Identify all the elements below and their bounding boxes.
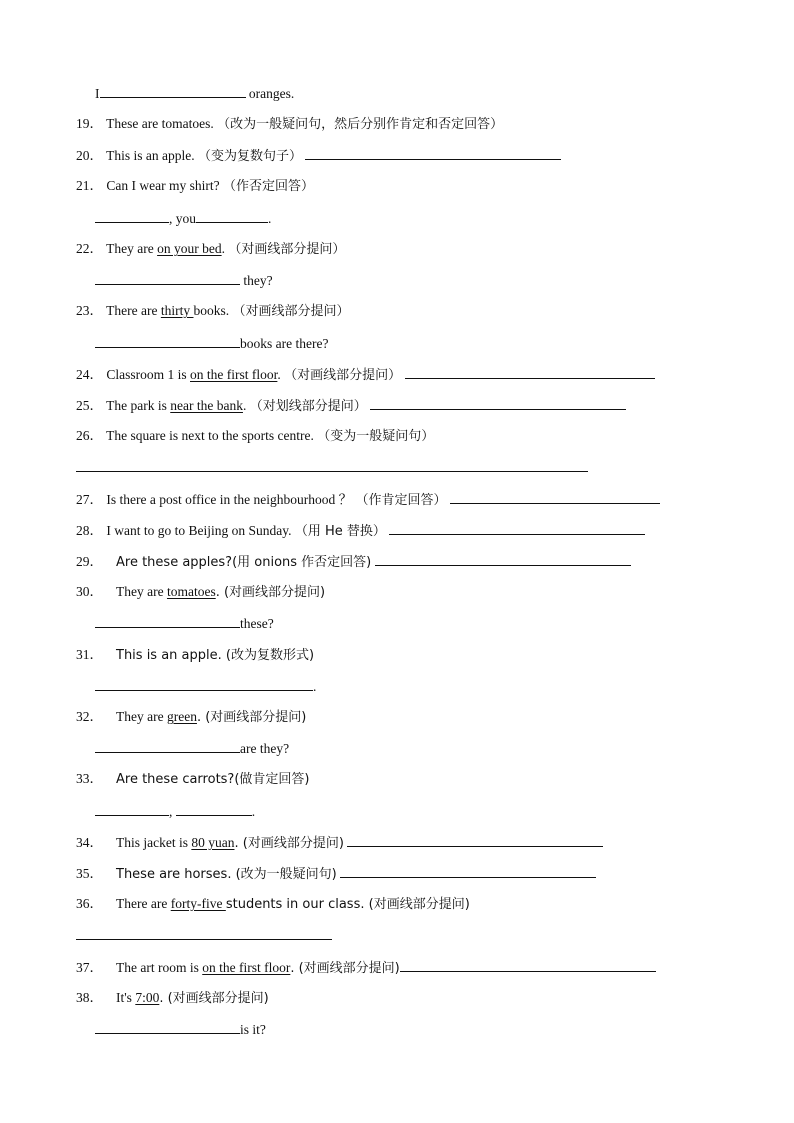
answer-suffix: these? bbox=[240, 616, 274, 631]
question-text: . bbox=[277, 367, 281, 382]
question-22 bbox=[76, 240, 345, 259]
answer-blank[interactable] bbox=[95, 614, 240, 628]
question-text: books. bbox=[193, 303, 230, 318]
question-number: 30． bbox=[76, 584, 103, 599]
underlined-part: near the bank bbox=[170, 398, 243, 413]
answer-text: , you bbox=[169, 211, 196, 226]
answer-blank[interactable] bbox=[196, 209, 268, 223]
question-instruction: （对画线部分提问） bbox=[284, 368, 402, 383]
answer-blank[interactable] bbox=[95, 1020, 240, 1034]
question-27 bbox=[76, 490, 660, 510]
underlined-part: green bbox=[166, 709, 197, 724]
question-instruction: . (对画线部分提问) bbox=[290, 961, 400, 976]
answer-blank[interactable] bbox=[305, 146, 561, 160]
question-30 bbox=[76, 583, 325, 602]
question-instruction: students in our class. (对画线部分提问) bbox=[225, 897, 470, 912]
answer-suffix: is it? bbox=[240, 1022, 266, 1037]
underlined-part: 80 yuan bbox=[191, 835, 235, 850]
question-19 bbox=[76, 115, 503, 134]
question-text: The square is next to the sports centre. bbox=[106, 428, 314, 443]
question-29 bbox=[76, 552, 631, 572]
question-text: It's bbox=[116, 990, 136, 1005]
question-text: Can I wear my shirt? bbox=[106, 178, 220, 193]
question-instruction: （作肯定回答） bbox=[355, 493, 447, 508]
question-text: There are bbox=[106, 303, 161, 318]
question-38 bbox=[76, 989, 269, 1008]
question-instruction: （对画线部分提问） bbox=[228, 242, 346, 257]
question-number: 31． bbox=[76, 647, 103, 662]
question-20 bbox=[76, 146, 561, 166]
underlined-part: on the first floor bbox=[190, 367, 278, 382]
question-text: They are bbox=[106, 241, 158, 256]
question-text: The park is bbox=[106, 398, 171, 413]
answer-blank[interactable] bbox=[95, 802, 169, 816]
answer-blank[interactable] bbox=[76, 926, 332, 940]
answer-blank[interactable] bbox=[370, 396, 626, 410]
answer-blank[interactable] bbox=[340, 864, 596, 878]
answer-blank[interactable] bbox=[347, 833, 603, 847]
answer-blank[interactable] bbox=[95, 677, 313, 691]
underlined-part: thirty bbox=[160, 303, 194, 318]
answer-suffix: . bbox=[313, 679, 317, 694]
question-instruction: （作否定回答） bbox=[222, 179, 314, 194]
underlined-part: on your bed bbox=[157, 241, 222, 256]
answer-suffix: are they? bbox=[240, 741, 290, 756]
answer-prefix: I bbox=[95, 86, 100, 101]
question-instruction: （变为复数句子） bbox=[198, 149, 303, 164]
question-number: 25． bbox=[76, 398, 103, 413]
question-instruction: （用 He 替换） bbox=[294, 524, 386, 539]
answer-blank[interactable] bbox=[100, 84, 246, 98]
question-text: There are bbox=[116, 896, 171, 911]
question-number: 24． bbox=[76, 367, 103, 382]
answer-suffix: . bbox=[268, 211, 272, 226]
underlined-part: tomatoes bbox=[166, 584, 216, 599]
answer-blank[interactable] bbox=[176, 802, 252, 816]
question-number: 20． bbox=[76, 148, 103, 163]
question-text: . bbox=[242, 398, 247, 413]
question-instruction: . (对画线部分提问) bbox=[215, 585, 326, 600]
question-text: This jacket is bbox=[116, 835, 192, 850]
answer-blank[interactable] bbox=[400, 958, 656, 972]
question-33 bbox=[76, 770, 309, 789]
answer-line bbox=[95, 614, 274, 633]
question-34 bbox=[76, 833, 603, 853]
answer-suffix: . bbox=[251, 804, 256, 819]
question-number: 38． bbox=[76, 990, 103, 1005]
underlined-part: forty-five bbox=[170, 896, 226, 911]
question-instruction: . (对画线部分提问) bbox=[196, 710, 307, 725]
answer-blank[interactable] bbox=[76, 458, 588, 472]
question-28 bbox=[76, 521, 645, 541]
question-36 bbox=[76, 895, 470, 914]
question-number: 36． bbox=[76, 896, 103, 911]
answer-line bbox=[95, 677, 316, 696]
question-number: 32． bbox=[76, 709, 103, 724]
question-number: 19． bbox=[76, 116, 103, 131]
question-instruction: （对画线部分提问） bbox=[232, 304, 350, 319]
answer-blank[interactable] bbox=[405, 365, 655, 379]
question-instruction: . (对画线部分提问) bbox=[159, 991, 269, 1006]
question-text: The art room is bbox=[116, 960, 203, 975]
question-number: 28． bbox=[76, 523, 103, 538]
question-number: 23． bbox=[76, 303, 103, 318]
answer-text: , bbox=[169, 804, 173, 819]
question-number: 33． bbox=[76, 771, 103, 786]
question-number: 37． bbox=[76, 960, 103, 975]
question-text: These are tomatoes. bbox=[106, 116, 214, 131]
question-25 bbox=[76, 396, 626, 416]
answer-blank[interactable] bbox=[389, 521, 645, 535]
underlined-part: on the first floor bbox=[202, 960, 291, 975]
question-number: 35． bbox=[76, 866, 103, 881]
question-instruction: . (对画线部分提问) bbox=[234, 836, 344, 851]
question-text: They are bbox=[116, 709, 167, 724]
answer-blank[interactable] bbox=[375, 552, 631, 566]
answer-blank[interactable] bbox=[95, 739, 240, 753]
answer-suffix: books are there? bbox=[240, 336, 329, 351]
answer-line bbox=[95, 271, 273, 290]
answer-suffix: they? bbox=[240, 273, 273, 288]
answer-line bbox=[95, 209, 271, 228]
question-35 bbox=[76, 864, 596, 884]
question-instruction: （变为一般疑问句） bbox=[317, 429, 435, 444]
answer-line bbox=[95, 334, 328, 353]
question-text: This is an apple. (改为复数形式) bbox=[116, 648, 315, 663]
question-text: . bbox=[221, 241, 225, 256]
question-text: Are these carrots?(做肯定回答) bbox=[116, 772, 310, 787]
answer-line bbox=[76, 458, 588, 477]
answer-line bbox=[95, 1020, 266, 1039]
question-37 bbox=[76, 958, 656, 978]
question-number: 27． bbox=[76, 492, 103, 507]
question-number: 29． bbox=[76, 554, 103, 569]
question-32 bbox=[76, 708, 306, 727]
question-text: They are bbox=[116, 584, 167, 599]
answer-blank[interactable] bbox=[95, 271, 240, 285]
answer-blank[interactable] bbox=[95, 334, 240, 348]
question-24 bbox=[76, 365, 655, 385]
answer-blank[interactable] bbox=[450, 490, 660, 504]
answer-line bbox=[76, 926, 332, 945]
question-instruction: （对划线部分提问） bbox=[249, 399, 367, 414]
question-instruction: （改为一般疑问句，然后分别作肯定和否定回答） bbox=[217, 117, 504, 132]
question-text: These are horses. (改为一般疑问句) bbox=[116, 867, 337, 882]
question-text: Is there a post office in the neighbourhood ？ bbox=[106, 492, 353, 507]
answer-suffix: oranges. bbox=[245, 86, 295, 101]
answer-line bbox=[95, 739, 289, 758]
answer-line bbox=[95, 84, 294, 103]
question-31 bbox=[76, 646, 314, 665]
underlined-part: 7:00 bbox=[135, 990, 160, 1005]
question-21 bbox=[76, 177, 314, 196]
question-text: Classroom 1 is bbox=[106, 367, 191, 382]
question-23 bbox=[76, 302, 350, 321]
answer-blank[interactable] bbox=[95, 209, 169, 223]
question-number: 34． bbox=[76, 835, 103, 850]
question-text: I want to go to Beijing on Sunday. bbox=[106, 523, 292, 538]
answer-line bbox=[95, 802, 255, 821]
question-number: 21． bbox=[76, 178, 103, 193]
question-number: 22． bbox=[76, 241, 103, 256]
question-number: 26． bbox=[76, 428, 103, 443]
question-text: This is an apple. bbox=[106, 148, 195, 163]
question-26 bbox=[76, 427, 434, 446]
question-text: Are these apples?(用 onions 作否定回答) bbox=[116, 555, 372, 570]
